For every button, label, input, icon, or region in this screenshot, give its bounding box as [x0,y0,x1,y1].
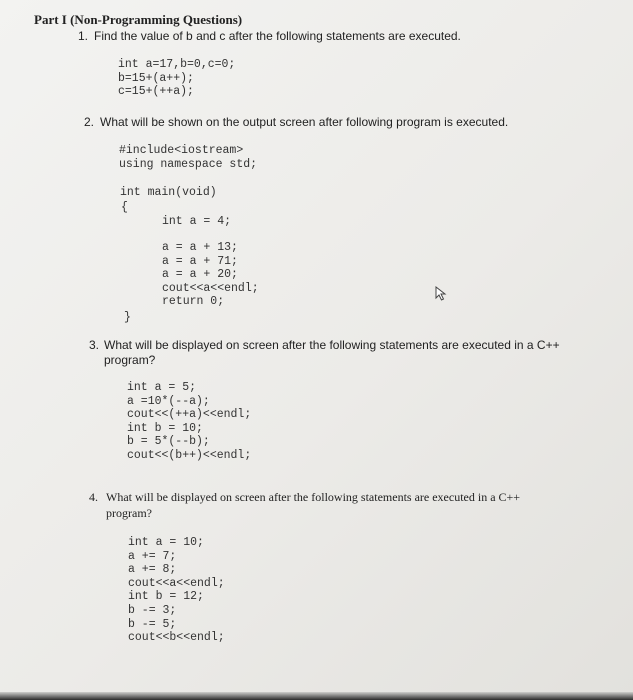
question-2-code-body [162,241,259,309]
question-1-text: Find the value of b and c after the following statements are executed. [94,29,461,43]
question-1-number: 1. [78,29,89,43]
code-line-decl: int a = 4; [162,215,232,228]
mouse-cursor-icon [435,286,447,302]
question-3-number: 3. [89,338,100,352]
question-2-code-header [119,144,257,171]
code-line: b = 5*(--b); [127,435,210,449]
code-line: int a=17,b=0,c=0; [118,58,236,71]
code-line: int a = 10; [128,536,204,549]
code-line: a = a + 20; [162,268,238,282]
code-line: b -= 3; [128,603,177,617]
question-3-text-line1: What will be displayed on screen after the following statements are executed in a C++ [104,338,560,352]
question-3-text-line2: program? [104,353,156,367]
question-4-number: 4. [89,490,98,504]
code-line: a = a + 13; [162,241,238,254]
code-open-brace: { [121,201,128,214]
code-line: a = a + 71; [162,254,238,268]
code-line: int b = 10; [127,421,203,435]
question-4-text-line2: program? [106,506,152,520]
question-4-text-line1: What will be displayed on screen after the following statements are executed in a C++ [106,490,521,504]
code-line: a += 8; [128,563,177,577]
question-4-code [128,536,225,645]
code-line: using namespace std; [119,157,258,171]
code-line: cout<<(++a)<<endl; [127,408,252,422]
code-close-brace: } [124,311,131,324]
code-line: cout<<(b++)<<endl; [127,448,252,462]
question-3-code [127,381,251,463]
code-line-main: int main(void) [120,186,217,199]
page-title: Part I (Non-Programming Questions) [34,12,243,27]
code-line: cout<<b<<endl; [128,631,225,645]
code-line: cout<<a<<endl; [128,576,225,590]
code-line: int b = 12; [128,590,204,604]
screen-bottom-edge [0,692,633,700]
code-line: a =10*(--a); [127,394,210,408]
code-line: c=15+(++a); [118,85,194,99]
code-line: a += 7; [128,549,177,563]
question-2-text: What will be shown on the output screen after following program is executed. [100,115,509,129]
code-line: #include<iostream> [119,144,244,157]
code-line: b -= 5; [128,617,177,631]
code-line: cout<<a<<endl; [162,281,259,295]
code-line: return 0; [162,295,225,309]
code-line: b=15+(a++); [118,71,194,85]
question-1-code [118,58,235,99]
question-2-number: 2. [84,115,95,129]
code-line: int a = 5; [127,381,197,394]
